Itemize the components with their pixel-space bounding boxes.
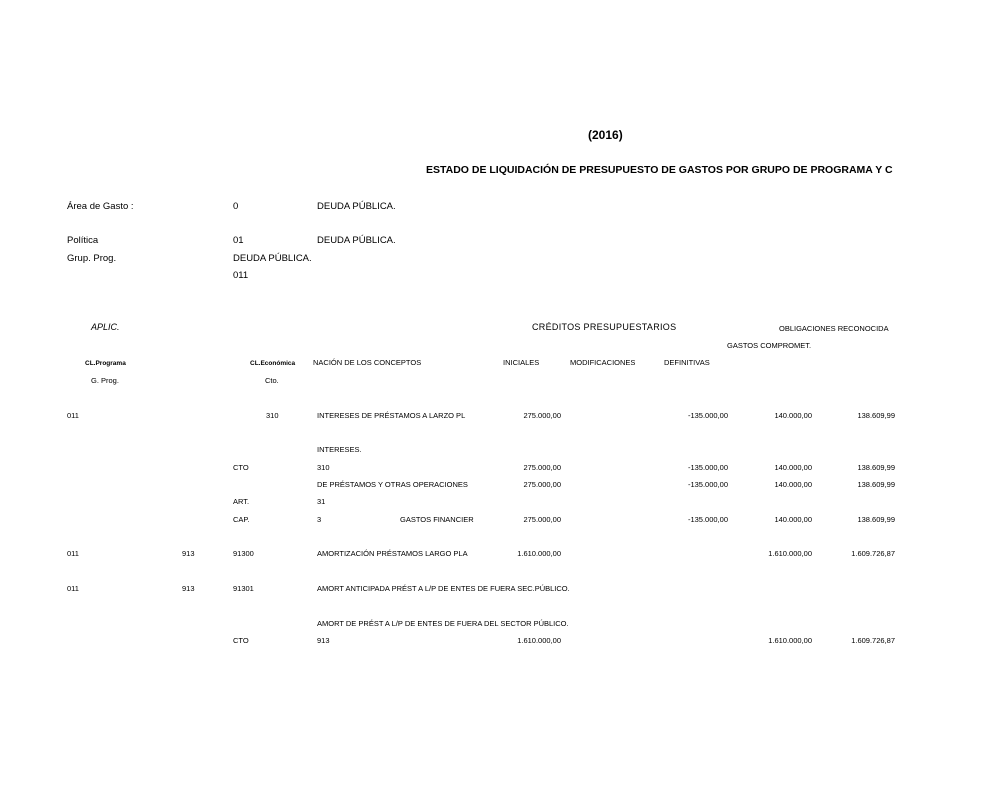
politica-name: DEUDA PÚBLICA.	[317, 235, 396, 246]
col-cto: Cto.	[265, 376, 279, 385]
table-row-iniciales: 1.610.000,00	[517, 549, 561, 558]
table-row-definitivas: 140.000,00	[774, 515, 812, 524]
table-row-code: 310	[317, 463, 330, 472]
table-row-iniciales: 275.000,00	[523, 480, 561, 489]
table-row-mid: 913	[182, 584, 195, 593]
table-row-definitivas: 140.000,00	[774, 480, 812, 489]
table-row-concept: AMORTIZACIÓN PRÉSTAMOS LARGO PLA	[317, 549, 468, 558]
col-cl-programa: CL.Programa	[85, 360, 126, 367]
table-row-prog: 011	[67, 584, 79, 593]
table-row-concept: AMORT ANTICIPADA PRÉST A L/P DE ENTES DE FUERA SEC.PÚBLICO.	[317, 584, 570, 593]
col-obligaciones: OBLIGACIONES RECONOCIDA	[779, 324, 889, 333]
table-row-eco: 91301	[233, 584, 254, 593]
table-row-obligaciones: 138.609,99	[857, 411, 895, 420]
table-row-definitivas: 140.000,00	[774, 411, 812, 420]
table-row-concept: GASTOS FINANCIER	[400, 515, 474, 524]
col-modificaciones: MODIFICACIONES	[570, 358, 636, 367]
col-definitivas: DEFINITIVAS	[664, 358, 710, 367]
table-row-modificaciones: -135.000,00	[687, 480, 728, 489]
table-row-type: ART.	[233, 497, 250, 506]
table-row-obligaciones: 1.609.726,87	[851, 636, 895, 645]
table-row-definitivas: 140.000,00	[774, 463, 812, 472]
grup-prog-code: 011	[233, 270, 249, 281]
area-label: Área de Gasto :	[67, 201, 134, 212]
table-row-modificaciones: -135.000,00	[687, 515, 728, 524]
table-row-eco: 310	[266, 411, 279, 420]
table-row-eco: 91300	[233, 549, 254, 558]
col-gastos-compromet: GASTOS COMPROMET.	[727, 341, 812, 350]
table-row-code: 31	[317, 497, 326, 506]
table-row-type: CTO	[233, 636, 249, 645]
table-row-iniciales: 1.610.000,00	[517, 636, 561, 645]
report-year: (2016)	[588, 128, 623, 142]
table-row-prog: 011	[67, 411, 79, 420]
table-row-prog: 011	[67, 549, 79, 558]
col-g-prog: G. Prog.	[91, 376, 119, 385]
table-row-iniciales: 275.000,00	[523, 515, 561, 524]
table-row-obligaciones: 138.609,99	[857, 463, 895, 472]
table-row-concept: INTERESES.	[317, 445, 362, 454]
table-row-type: CTO	[233, 463, 249, 472]
table-row-definitivas: 1.610.000,00	[768, 636, 812, 645]
table-row-concept: INTERESES DE PRÉSTAMOS A LARZO PL	[317, 411, 466, 420]
table-row-obligaciones: 138.609,99	[857, 515, 895, 524]
table-row-definitivas: 1.610.000,00	[768, 549, 812, 558]
table-row-modificaciones: -135.000,00	[687, 411, 728, 420]
politica-label: Política	[67, 235, 99, 246]
politica-code: 01	[233, 235, 244, 246]
table-row-iniciales: 275.000,00	[523, 463, 561, 472]
col-aplic: APLIC.	[91, 322, 120, 332]
col-cl-economica: CL.Económica	[250, 360, 296, 367]
table-row-mid: 913	[182, 549, 195, 558]
table-row-iniciales: 275.000,00	[523, 411, 561, 420]
grup-prog-name: DEUDA PÚBLICA.	[233, 253, 312, 264]
col-denominacion: NACIÓN DE LOS CONCEPTOS	[313, 358, 422, 367]
table-row-code: 913	[317, 636, 330, 645]
col-iniciales: INICIALES	[503, 358, 540, 367]
area-name: DEUDA PÚBLICA.	[317, 201, 396, 212]
table-row-concept: DE PRÉSTAMOS Y OTRAS OPERACIONES	[317, 480, 468, 489]
grup-prog-label: Grup. Prog.	[67, 253, 117, 264]
table-row-obligaciones: 138.609,99	[857, 480, 895, 489]
table-row-obligaciones: 1.609.726,87	[851, 549, 895, 558]
area-code: 0	[233, 201, 239, 212]
table-row-type: CAP.	[233, 515, 250, 524]
col-creditos: CRÉDITOS PRESUPUESTARIOS	[532, 322, 677, 332]
table-row-code: 3	[317, 515, 322, 524]
report-title: ESTADO DE LIQUIDACIÓN DE PRESUPUESTO DE GASTOS POR GRUPO DE PROGRAMA Y C	[426, 164, 893, 176]
table-row-concept: AMORT DE PRÉST A L/P DE ENTES DE FUERA DEL SECTOR PÚBLICO.	[317, 619, 569, 628]
table-row-modificaciones: -135.000,00	[687, 463, 728, 472]
